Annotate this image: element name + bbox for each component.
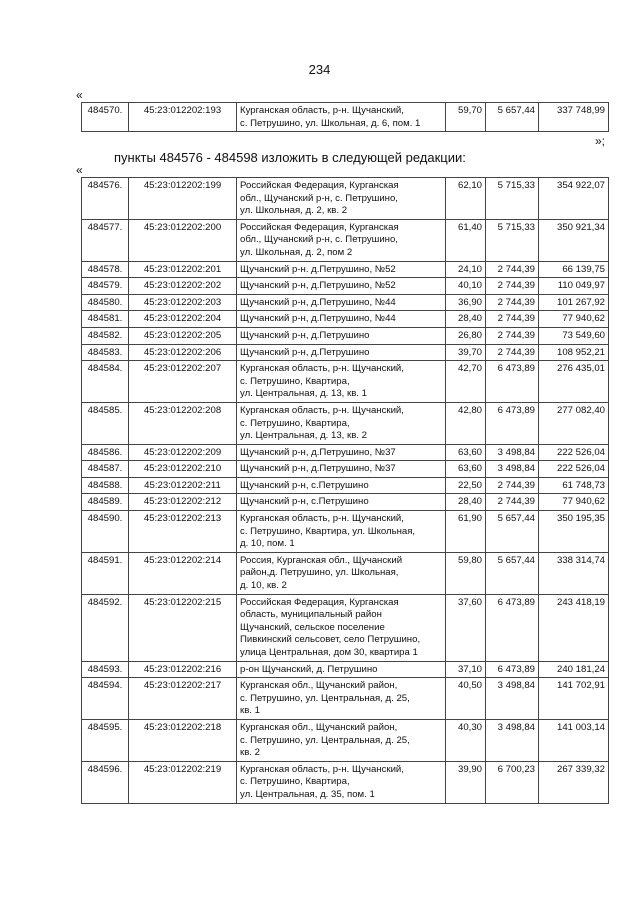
cadastral-number: 45:23:012202:207: [129, 361, 237, 403]
row-number: 484587.: [82, 461, 129, 478]
price: 5 715,33: [486, 219, 539, 261]
table-row: [82, 594, 609, 661]
address: Щучанский р-н, д.Петрушино, №37: [237, 444, 446, 461]
address: Россия, Курганская обл., Щучанский район,д. Петрушино, ул. Школьная, д. 10, кв. 2: [237, 552, 446, 594]
row-number: 484582.: [82, 327, 129, 344]
area: 63,60: [446, 461, 486, 478]
open-quote-top: «: [76, 88, 83, 102]
cadastral-number: 45:23:012202:201: [129, 261, 237, 278]
row-number: 484585.: [82, 402, 129, 444]
price: 3 498,84: [486, 444, 539, 461]
cadastral-number: 45:23:012202:200: [129, 219, 237, 261]
price: 2 744,39: [486, 344, 539, 361]
price: 3 498,84: [486, 461, 539, 478]
row-number: 484581.: [82, 311, 129, 328]
price: 5 657,44: [486, 552, 539, 594]
close-quote: »;: [595, 134, 606, 148]
cadastral-number: 45:23:012202:219: [129, 761, 237, 803]
price: 2 744,39: [486, 494, 539, 511]
table-row: [82, 661, 609, 678]
table-row: [82, 219, 609, 261]
area: 61,90: [446, 511, 486, 553]
cadastral-number: 45:23:012202:217: [129, 678, 237, 720]
cadastral-number: 45:23:012202:203: [129, 294, 237, 311]
area: 39,90: [446, 761, 486, 803]
total: 222 526,04: [539, 444, 609, 461]
area: 37,60: [446, 594, 486, 661]
total: 338 314,74: [539, 552, 609, 594]
address: Щучанский р-н. д.Петрушино, №52: [237, 261, 446, 278]
cadastral-number: 45:23:012202:206: [129, 344, 237, 361]
main-table: [81, 177, 609, 804]
cadastral-number: 45:23:012202:210: [129, 461, 237, 478]
price: 2 744,39: [486, 261, 539, 278]
price: 2 744,39: [486, 327, 539, 344]
cadastral-number: 45:23:012202:208: [129, 402, 237, 444]
address: Российская Федерация, Курганская обл., Щучанский р-н, с. Петрушино, ул. Школьная, д. 2, пом 2: [237, 219, 446, 261]
table-row: [82, 278, 609, 295]
total: 141 702,91: [539, 678, 609, 720]
total: 222 526,04: [539, 461, 609, 478]
cadastral-number: 45:23:012202:211: [129, 477, 237, 494]
amendment-paragraph: пункты 484576 - 484598 изложить в следующей редакции:: [114, 150, 466, 165]
total: 240 181,24: [539, 661, 609, 678]
address: Щучанский р-н, д.Петрушино, №37: [237, 461, 446, 478]
row-number: 484595.: [82, 719, 129, 761]
table-row: [82, 761, 609, 803]
total: 141 003,14: [539, 719, 609, 761]
cadastral-number: 45:23:012202:212: [129, 494, 237, 511]
address: Курганская область, р-н. Щучанский, с. Петрушино, Квартира, ул. Школьная, д. 10, пом. 1: [237, 511, 446, 553]
table-row: [82, 402, 609, 444]
cadastral-number: 45:23:012202:204: [129, 311, 237, 328]
area: 22,50: [446, 477, 486, 494]
table-row: [82, 477, 609, 494]
address: Курганская обл., Щучанский район, с. Петрушино, ул. Центральная, д. 25, кв. 1: [237, 678, 446, 720]
price: 2 744,39: [486, 477, 539, 494]
address: Российская Федерация, Курганская область, муниципальный район Щучанский, сельское поселение Пивкинский сельсовет, село Петрушино, улица Центральная, дом 30, квартира 1: [237, 594, 446, 661]
table-row: [82, 344, 609, 361]
total: 350 921,34: [539, 219, 609, 261]
total: 108 952,21: [539, 344, 609, 361]
address: Курганская область, р-н. Щучанский, с. Петрушино, Квартира, ул. Центральная, д. 13, кв. 2: [237, 402, 446, 444]
price: 2 744,39: [486, 294, 539, 311]
table-row: [82, 552, 609, 594]
row-number: 484577.: [82, 219, 129, 261]
row-number: 484579.: [82, 278, 129, 295]
cadastral-number: 45:23:012202:202: [129, 278, 237, 295]
total: 276 435,01: [539, 361, 609, 403]
open-quote-main: «: [76, 163, 83, 177]
price: 6 473,89: [486, 594, 539, 661]
price: 2 744,39: [486, 278, 539, 295]
address: Российская Федерация, Курганская обл., Щучанский р-н, с. Петрушино, ул. Школьная, д. 2, кв. 2: [237, 178, 446, 220]
price: 5 657,44: [486, 103, 539, 132]
address: Курганская обл., Щучанский район, с. Петрушино, ул. Центральная, д. 25, кв. 2: [237, 719, 446, 761]
area: 36,90: [446, 294, 486, 311]
cadastral-number: 45:23:012202:214: [129, 552, 237, 594]
area: 42,80: [446, 402, 486, 444]
row-number: 484590.: [82, 511, 129, 553]
page-number: 234: [308, 62, 331, 77]
row-number: 484586.: [82, 444, 129, 461]
cadastral-number: 45:23:012202:209: [129, 444, 237, 461]
area: 40,10: [446, 278, 486, 295]
total: 101 267,92: [539, 294, 609, 311]
row-number: 484578.: [82, 261, 129, 278]
row-number: 484580.: [82, 294, 129, 311]
total: 267 339,32: [539, 761, 609, 803]
address: Щучанский р-н, с.Петрушино: [237, 494, 446, 511]
area: 24,10: [446, 261, 486, 278]
total: 73 549,60: [539, 327, 609, 344]
table-row: [82, 327, 609, 344]
cadastral-number: 45:23:012202:193: [129, 103, 237, 132]
row-number: 484588.: [82, 477, 129, 494]
cadastral-number: 45:23:012202:216: [129, 661, 237, 678]
address: Щучанский р-н, д.Петрушино, №52: [237, 278, 446, 295]
total: 354 922,07: [539, 178, 609, 220]
address: Щучанский р-н, д.Петрушино: [237, 344, 446, 361]
price: 6 473,89: [486, 361, 539, 403]
area: 59,80: [446, 552, 486, 594]
row-number: 484596.: [82, 761, 129, 803]
area: 40,30: [446, 719, 486, 761]
row-number: 484593.: [82, 661, 129, 678]
price: 3 498,84: [486, 678, 539, 720]
address: Щучанский р-н, д.Петрушино, №44: [237, 294, 446, 311]
total: 277 082,40: [539, 402, 609, 444]
table-row: [82, 678, 609, 720]
area: 62,10: [446, 178, 486, 220]
cadastral-number: 45:23:012202:213: [129, 511, 237, 553]
table-row: [82, 719, 609, 761]
total: 350 195,35: [539, 511, 609, 553]
table-row: [82, 294, 609, 311]
total: 110 049,97: [539, 278, 609, 295]
price: 2 744,39: [486, 311, 539, 328]
row-number: 484594.: [82, 678, 129, 720]
total: 66 139,75: [539, 261, 609, 278]
area: 28,40: [446, 311, 486, 328]
row-number: 484584.: [82, 361, 129, 403]
price: 6 473,89: [486, 402, 539, 444]
address: Щучанский р-н, д.Петрушино, №44: [237, 311, 446, 328]
area: 40,50: [446, 678, 486, 720]
cadastral-number: 45:23:012202:199: [129, 178, 237, 220]
price: 6 473,89: [486, 661, 539, 678]
row-number: 484576.: [82, 178, 129, 220]
row-number: 484592.: [82, 594, 129, 661]
table-row: [82, 444, 609, 461]
table-row: [82, 261, 609, 278]
price: 5 715,33: [486, 178, 539, 220]
total: 243 418,19: [539, 594, 609, 661]
cadastral-number: 45:23:012202:205: [129, 327, 237, 344]
area: 26,80: [446, 327, 486, 344]
intro-table: [81, 102, 609, 132]
address: Щучанский р-н, с.Петрушино: [237, 477, 446, 494]
area: 42,70: [446, 361, 486, 403]
table-row: [82, 311, 609, 328]
table-row: [82, 494, 609, 511]
table-row: [82, 103, 609, 132]
total: 61 748,73: [539, 477, 609, 494]
area: 59,70: [446, 103, 486, 132]
total: 337 748,99: [539, 103, 609, 132]
row-number: 484589.: [82, 494, 129, 511]
cadastral-number: 45:23:012202:215: [129, 594, 237, 661]
total: 77 940,62: [539, 494, 609, 511]
row-number: 484591.: [82, 552, 129, 594]
price: 6 700,23: [486, 761, 539, 803]
area: 39,70: [446, 344, 486, 361]
table-row: [82, 361, 609, 403]
table-row: [82, 461, 609, 478]
area: 37,10: [446, 661, 486, 678]
price: 5 657,44: [486, 511, 539, 553]
address: р-он Щучанский, д. Петрушино: [237, 661, 446, 678]
row-number: 484570.: [82, 103, 129, 132]
area: 28,40: [446, 494, 486, 511]
address: Щучанский р-н, д.Петрушино: [237, 327, 446, 344]
table-row: [82, 511, 609, 553]
cadastral-number: 45:23:012202:218: [129, 719, 237, 761]
row-number: 484583.: [82, 344, 129, 361]
area: 63,60: [446, 444, 486, 461]
address: Курганская область, р-н. Щучанский, с. Петрушино, Квартира, ул. Центральная, д. 13, кв. 1: [237, 361, 446, 403]
area: 61,40: [446, 219, 486, 261]
address: Курганская область, р-н. Щучанский, с. Петрушино, Квартира, ул. Центральная, д. 35, пом. 1: [237, 761, 446, 803]
total: 77 940,62: [539, 311, 609, 328]
table-row: [82, 178, 609, 220]
address: Курганская область, р-н. Щучанский, с. Петрушино, ул. Школьная, д. 6, пом. 1: [237, 103, 446, 132]
price: 3 498,84: [486, 719, 539, 761]
